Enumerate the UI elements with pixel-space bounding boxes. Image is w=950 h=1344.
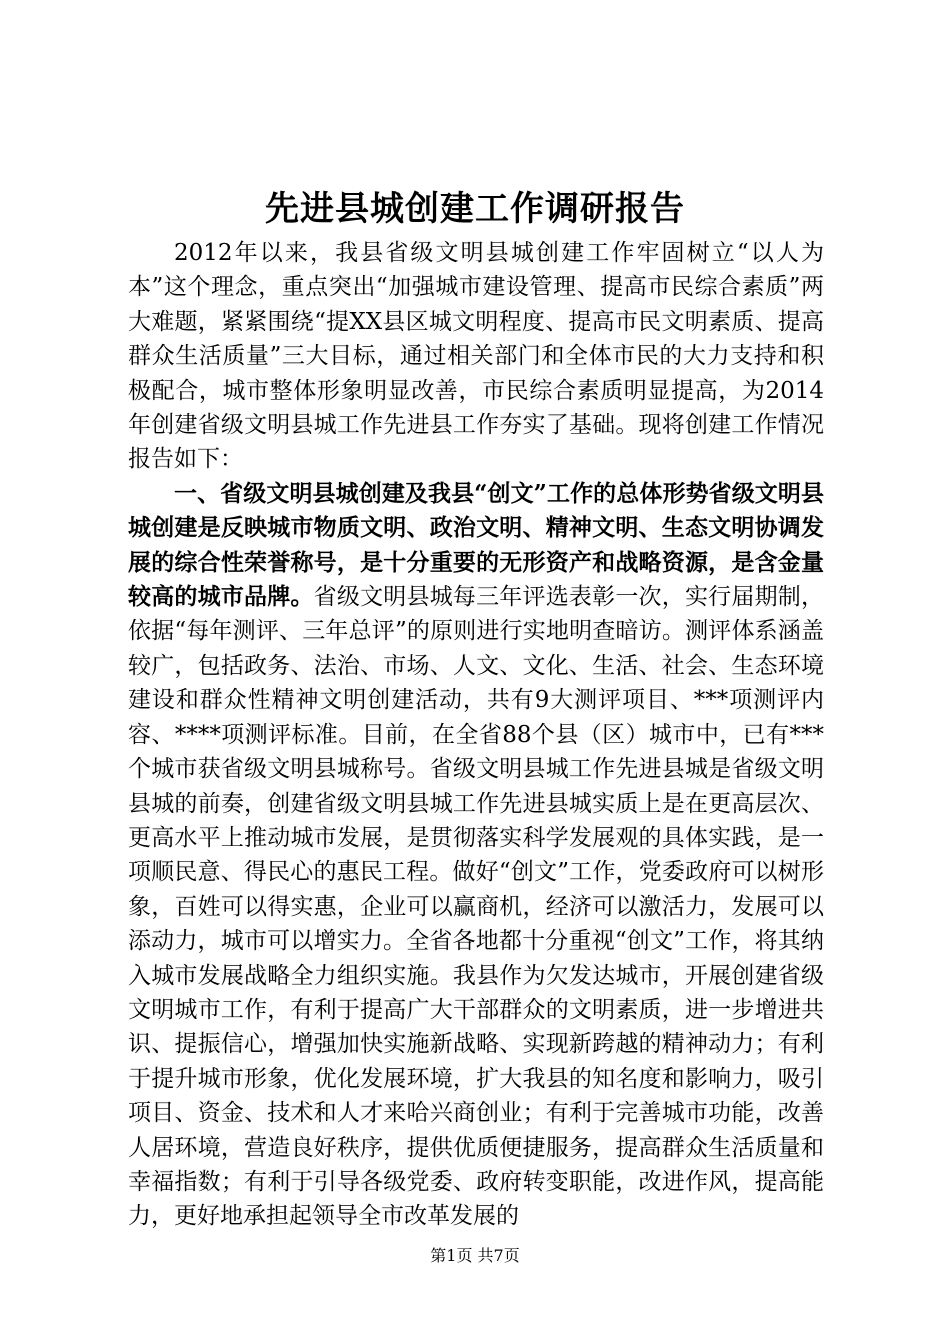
paragraph-intro — [128, 236, 824, 477]
paragraph-section-one — [128, 477, 824, 1234]
page-number: 第1页 共7页 — [430, 1246, 520, 1265]
section-one-heading: 一、省级文明县城创建及我县“创文”工作的总体形势省级文明县城创建是反映城市物质文明、政治文明、精神文明、生态文明协调发展的综合性荣誉称号，是十分重要的无形资产和战略资源，是含金量较高的城市品牌。 — [128, 479, 824, 611]
document-title: 先进县城创建工作调研报告 — [265, 189, 685, 229]
section-one-text: 省级文明县城每三年评选表彰一次，实行届期制，依据“每年测评、三年总评”的原则进行实地明查暗访。测评体系涵盖较广，包括政务、法治、市场、人文、文化、生活、社会、生态环境建设和群众性精神文明创建活动，共有9大测评项目、***项测评内容、****项测评标准。目前，在全省88个县（区）城市中，已有***个城市获省级文明县城称号。省级文明县城工作先进县城是省级文明县城的前奏，创建省级文明县城工作先进县城实质上是在更高层次、更高水平上推动城市发展，是贯彻落实科学发展观的具体实践，是一项顺民意、得民心的惠民工程。做好“创文”工作，党委政府可以树形象，百姓可以得实惠，企业可以赢商机，经济可以激活力，发展可以添动力，城市可以增实力。全省各地都十分重视“创文”工作，将其纳入城市发展战略全力组织实施。我县作为欠发达城市，开展创建省级文明城市工作，有利于提高广大干部群众的文明素质，进一步增进共识、提振信心，增强加快实施新战略、实现新跨越的精神动力；有利于提升城市形象，优化发展环境，扩大我县的知名度和影响力，吸引项目、资金、技术和人才来哈兴商创业；有利于完善城市功能，改善人居环境，营造良好秩序，提供优质便捷服务，提高群众生活质量和幸福指数；有利于引导各级党委、政府转变职能，改进作风，提高能力，更好地承担起领导全市改革发展的 — [128, 584, 825, 1230]
document-body — [128, 236, 824, 1234]
paragraph-intro-text: 2012年以来，我县省级文明县城创建工作牢固树立“以人为本”这个理念，重点突出“加强城市建设管理、提高市民综合素质”两大难题，紧紧围绕“提XX县区城文明程度、提高市民文明素质、提高群众生活质量”三大目标，通过相关部门和全体市民的大力支持和积极配合，城市整体形象明显改善，市民综合素质明显提高，为2014年创建省级文明县城工作先进县工作夯实了基础。现将创建工作情况报告如下： — [128, 240, 824, 473]
